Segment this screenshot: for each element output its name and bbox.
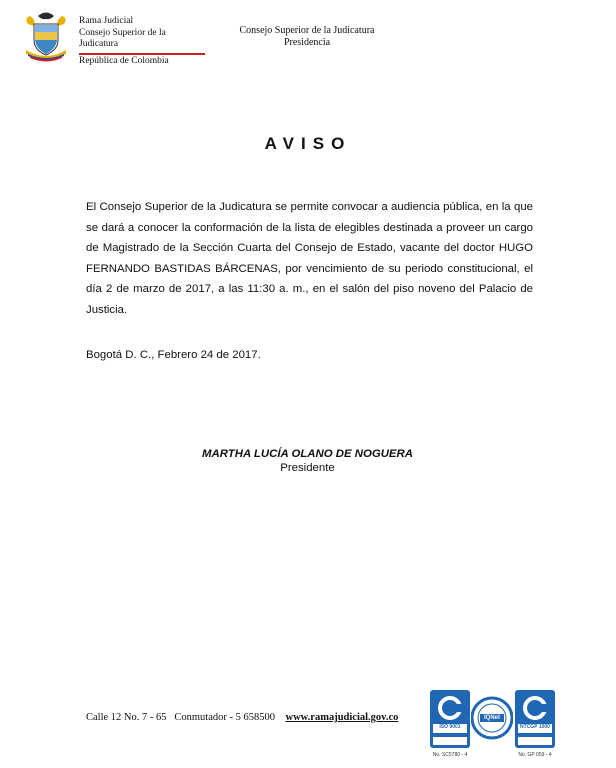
website-link[interactable]: www.ramajudicial.gov.co	[285, 712, 399, 723]
badge-iso-cert: No. SC5780 - 4	[432, 752, 468, 758]
office-unit: Presidencia	[283, 37, 331, 48]
notice-paragraph: El Consejo Superior de la Judicatura se permite convocar a audiencia pública, en la que se dará a conocer la conformación de la lista de elegibles destinada a proveer un cargo de Magistrado de la Sección Cuarta del Consejo de Estado, vacante del doctor HUGO FERNANDO BASTIDAS BÁRCENAS, por vencimiento de su periodo constitucional, el día 2 de marzo de 2017, a las 11:30 a. m., en el salón del piso noveno del Palacio de Justicia.	[86, 201, 533, 316]
country-name: República de Colombia	[79, 55, 169, 66]
place-date: Bogotá D. C., Febrero 24 de 2017.	[86, 349, 261, 361]
badge-iqnet-label: IQNet	[483, 715, 500, 721]
footer-switchboard: Conmutador - 5 658500	[174, 712, 275, 723]
office-name: Consejo Superior de la Judicatura	[239, 25, 375, 36]
iqnet-badge-icon	[471, 696, 513, 748]
branch-name: Rama Judicial	[79, 16, 134, 26]
badge-ntcgp-label: NTCGP 1000	[520, 724, 550, 730]
badge-iso-label: ISO 9001	[439, 724, 461, 730]
signature-block	[180, 447, 435, 475]
iso-9001-badge-icon	[430, 690, 470, 752]
badge-ntcgp-cert: No. GP 059 - 4	[518, 752, 552, 758]
footer-contact	[86, 712, 398, 723]
colombia-coat-of-arms-icon	[22, 10, 70, 62]
footer-address: Calle 12 No. 7 - 65	[86, 712, 167, 723]
signer-title: Presidente	[280, 462, 335, 474]
office-block	[222, 25, 392, 49]
council-name: Consejo Superior de la Judicatura	[79, 27, 166, 49]
ntcgp-1000-badge-icon	[515, 690, 555, 752]
institution-block	[79, 16, 207, 67]
header-divider	[79, 53, 205, 55]
page-title: AVISO	[264, 134, 352, 153]
signer-name: MARTHA LUCÍA OLANO DE NOGUERA	[202, 448, 413, 460]
